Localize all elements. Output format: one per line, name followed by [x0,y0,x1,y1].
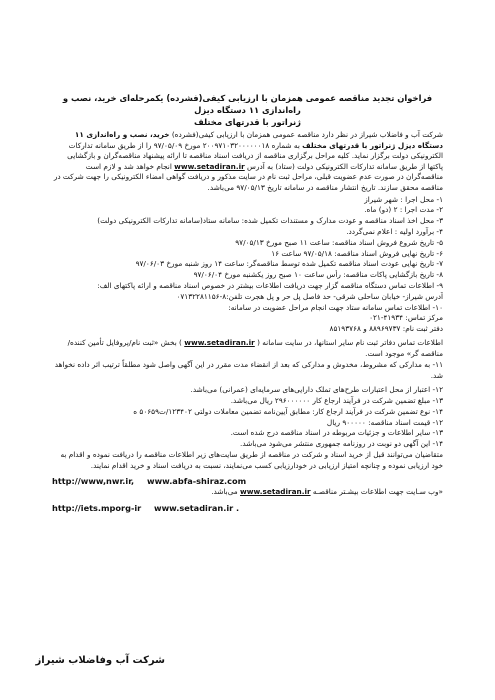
setad-link[interactable]: www.setadiran.ir [184,337,255,347]
notice-items [52,195,443,335]
list-item: ۱۳- مبلغ تضمین شرکت در فرآیند ارجاع کار ۲۹۶۰۰۰۰۰۰ ریال می‌باشد. [230,396,443,406]
list-item: ۸- تاریخ بازگشایی پاکات مناقصه: رأس ساعت ۱۰ صبح روز یکشنبه مورخ ۹۷/۰۶/۰۴ [193,270,443,280]
list-item: ۲- مدت اجرا : ۲ (دو) ماه. [364,205,443,215]
url-link[interactable]: http://iets.mporg-ir [52,502,142,513]
url-link[interactable]: www.abfa-shiraz.com [147,476,247,487]
notice-title-line2: ژنراتور با قدرتهای مختلف [194,117,301,127]
url-link[interactable]: www.setadiran.ir . [154,502,240,513]
list-item: ۱- محل اجرا : شهر شیراز [364,194,443,204]
conditions-paragraph: ۱۱- به مدارکی که مشروط، مخدوش و مدارکی که بعد از انقضاء مدت مقرر در این آگهی واصل شود مطلقاً ترتیب اثر داده نخواهد شد. [54,360,443,380]
setad-link[interactable]: www.setadiran.ir [240,487,311,497]
list-item: ۱۲- قیمت اسناد مناقصه: ۹۰۰۰۰۰ ریال [326,417,443,427]
list-item: ۱۳- سایر اطلاعات و جزئیات مربوطه در اسناد مناقصه درج شده است. [230,428,443,438]
list-item: ۶- تاریخ نهایی فروش اسناد مناقصه: ۹۷/۰۵/۱۸ ساعت ۱۶ [271,248,443,258]
list-item: ۱۴- نوع تضمین شرکت در فرآیند ارجاع کار: مطابق آیین‌نامه تضمین معاملات دولتی ۱۲۳۴۰۲/ت۵۰۶۵۹ ه [133,406,443,416]
extra-text-4-end: می‌باشد. [211,487,241,497]
list-item: ۹- اطلاعات تماس دستگاه مناقصه گزار جهت دریافت اطلاعات بیشتر در خصوص اسناد مناقصه و ارائه پاکتهای الف: [97,280,443,290]
extra-text-4: «وب سـایت جهت اطلاعات بیشـتر مناقصـه [310,487,443,497]
extra-text-1a: اطلاعات تماس دفاتر ثبت نام سایر استانها، در سایت سامانه ( [254,337,443,347]
website-paragraph [52,487,443,498]
list-item: ۵- تاریخ شروع فروش اسناد مناقصه: ساعت ۱۱ صبح مورخ ۹۷/۰۵/۱۳ [235,237,443,247]
url-line-1 [52,475,443,487]
intro-text-3: انجام خواهد شد و لازم است مناقصه‌گران در صورت عدم عضویت قبلی، مراحل ثبت نام در سایت مذکور و دریافت گواهی امضاء الکترونیکی را جهت شرکت در مناقصه محقق سازند. تاریخ انتشار مناقصه در سامانه تاریخ ۹۷/۰۵/۱۳ می‌باشد. [53,161,443,192]
company-name: شرکت آب وفاضلاب شیراز [35,655,165,666]
list-item: ۱۴- این آگهی دو نوبت در روزنامه جمهوری منتشر می‌شود می‌باشد. [240,439,443,449]
self-assessment-paragraph: متقاضیان می‌توانند قبل از خرید اسناد و شرکت در مناقصه از طریق سایت‌های زیر اطلاعات مناقصه را دریافت نموده و اقدام به خود ارزیابی نموده و چنانچه امتیاز ارزیابی در خودارزیابی کسب می‌نمایند، نسبت به دریافت اسناد و خرید اقدام نمایند. [60,450,443,470]
list-item: ۷- تاریخ نهایی عودت اسناد مناقصه تکمیل شده توسط مناقصه‌گر: ساعت ۱۴ روز شنبه مورخ ۹۷/۰۶/۰۳ [135,259,443,269]
intro-bold-subject: خرید، نصب و راه‌اندازی ۱۱ دستگاه دیزل ژنراتور با قدرتهای مختلف [74,130,443,150]
intro-paragraph [52,130,443,194]
registration-offices-paragraph [52,338,443,359]
extra-text-1b: ) بخش «ثبت نام/پروفایل تأمین کننده/مناقصه گر» موجود است. [67,337,443,358]
list-item: ۴- برآورد اولیه : اعلام نمی‌گردد. [346,226,443,236]
intro-text-1: شرکت آب و فاضلاب شیراز در نظر دارد مناقصه عمومی همزمان با ارزیابی کیفی(فشرده) [169,130,443,139]
notice-title-line1: فراخوان تجدید مناقصه عمومی همزمان با ارزیابی کیفی(فشرده) یکمرحله‌ای خرید، نصب و راه‌اندازی ۱۱ دستگاه دیزل [62,93,433,115]
list-item: ۱۲- اعتبار از محل اعتبارات طرح‌های تملک دارایی‌های سرمایه‌ای (عمرانی) می‌باشد. [190,385,443,395]
notice-items-2 [52,385,443,450]
intro-text-2: به شماره ۲۰۰۹۷۱۰۳۲۰۰۰۰۰۰۱۸ مورخ ۹۷/۰۵/۰۹ را از طریق سامانه تدارکات الکترونیکی دولت برگزار نماید. کلیه مراحل برگزاری مناقصه از دریافت اسناد مناقصه تا ارائه پیشنهاد مناقصه‌گران و بازگشایی پاکتها از طریق سامانه تدارکات الکترونیکی دولت (ستاد) به آدرس [67,140,443,171]
list-item: دفتر ثبت نام: ۸۸۹۶۹۷۳۷ و ۸۵۱۹۳۷۶۸ [329,324,443,334]
setad-link[interactable]: www.setadiran.ir [174,161,245,171]
list-item: ۳- محل اخذ اسناد مناقصه و عودت مدارک و مستندات تکمیل شده: سامانه ستاد(سامانه تدارکات الکترونیکی دولت) [97,216,443,226]
list-item: ۱۰- اطلاعات تماس سامانه ستاد جهت انجام مراحل عضویت در سامانه: [228,302,443,312]
list-item: مرکز تماس: ۴۱۹۳۴-۰۲۱ [369,313,443,323]
list-item: آدرس شیراز- خیابان ساحلی شرقی- حد فاصل پل حر و پل هجرت تلفن:۸-۰۷۱۳۲۲۸۱۱۵۶ [176,291,443,301]
notice-title [52,92,443,128]
url-link[interactable]: http://www,nwr.ir, [52,476,135,487]
url-line-2 [52,502,443,514]
